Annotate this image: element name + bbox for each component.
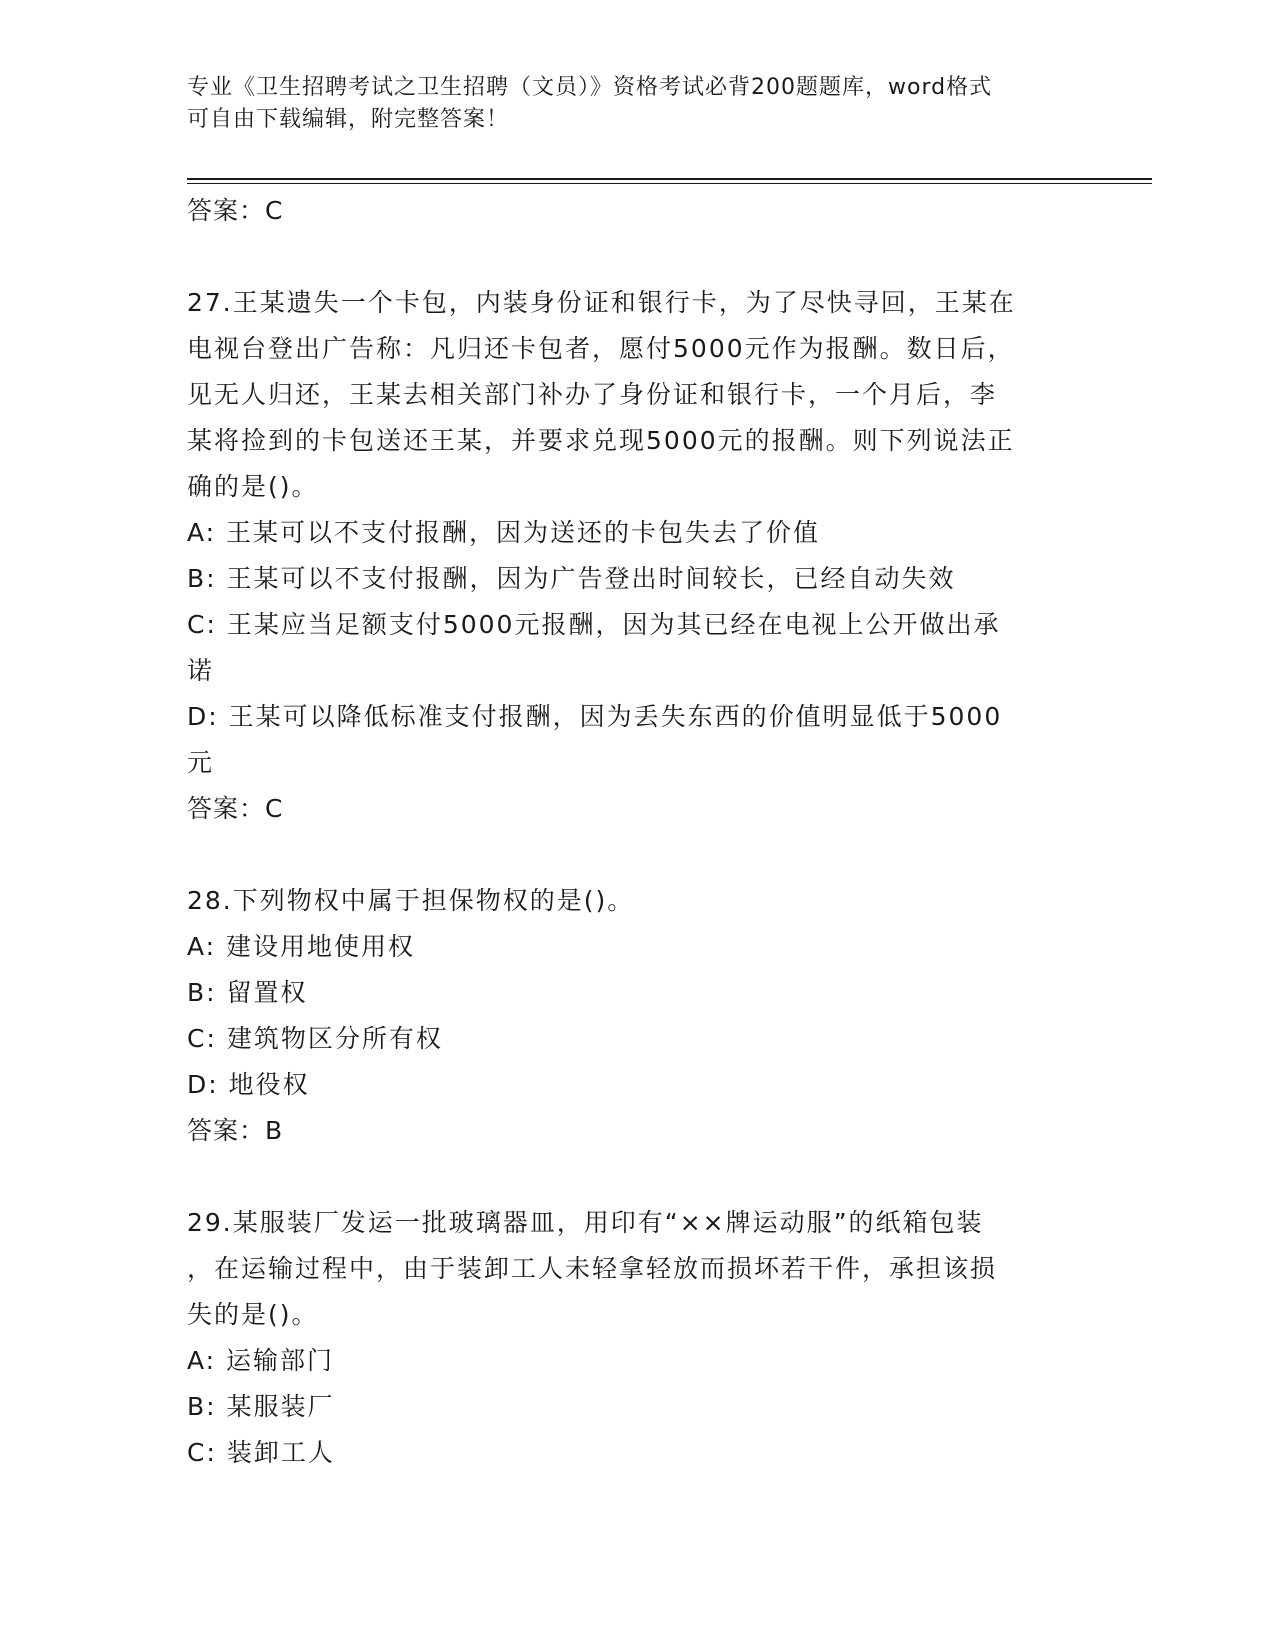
question-text-line: 某将捡到的卡包送还王某，并要求兑现5000元的报酬。则下列说法正 [187, 426, 1015, 455]
option-b: B: 某服装厂 [187, 1392, 335, 1421]
option-c-continued: 诺 [187, 656, 215, 685]
question-27 [187, 280, 1067, 832]
question-text-line: 29.某服装厂发运一批玻璃器皿，用印有“××牌运动服”的纸箱包装 [187, 1208, 984, 1237]
option-d: D: 王某可以降低标准支付报酬，因为丢失东西的价值明显低于5000 [187, 702, 1003, 731]
question-29 [187, 1200, 1067, 1476]
option-c: C: 王某应当足额支付5000元报酬，因为其已经在电视上公开做出承 [187, 610, 1001, 639]
option-c: C: 装卸工人 [187, 1438, 335, 1467]
option-d-continued: 元 [187, 748, 215, 777]
option-a: A: 建设用地使用权 [187, 932, 416, 961]
option-a: A: 运输部门 [187, 1346, 335, 1375]
header-line-2: 可自由下载编辑，附完整答案！ [187, 107, 510, 132]
question-text-line: 电视台登出广告称：凡归还卡包者，愿付5000元作为报酬。数日后， [187, 334, 1015, 363]
document-header [187, 72, 1067, 136]
question-text-line: ，在运输过程中，由于装卸工人未轻拿轻放而损坏若干件，承担该损 [187, 1254, 998, 1283]
question-text-line: 确的是()。 [187, 472, 319, 501]
header-rule-thin [187, 183, 1152, 184]
spacer [187, 832, 1067, 878]
option-c: C: 建筑物区分所有权 [187, 1024, 443, 1053]
document-body [187, 188, 1067, 1476]
question-text-line: 27.王某遗失一个卡包，内装身份证和银行卡，为了尽快寻回，王某在 [187, 288, 1016, 317]
answer-line: 答案：C [187, 794, 284, 823]
answer-line: 答案：C [187, 196, 284, 225]
question-28 [187, 878, 1067, 1154]
question-text-line: 失的是()。 [187, 1300, 319, 1329]
option-b: B: 王某可以不支付报酬，因为广告登出时间较长，已经自动失效 [187, 564, 956, 593]
question-text-line: 28.下列物权中属于担保物权的是()。 [187, 886, 635, 915]
header-line-1: 专业《卫生招聘考试之卫生招聘（文员）》资格考试必背200题题库，word格式 [187, 75, 993, 100]
spacer [187, 234, 1067, 280]
question-text-line: 见无人归还，王某去相关部门补办了身份证和银行卡，一个月后，李 [187, 380, 998, 409]
option-b: B: 留置权 [187, 978, 308, 1007]
spacer [187, 1154, 1067, 1200]
header-rule-thick [187, 178, 1152, 180]
option-a: A: 王某可以不支付报酬，因为送还的卡包失去了价值 [187, 518, 821, 547]
option-d: D: 地役权 [187, 1070, 310, 1099]
answer-line: 答案：B [187, 1116, 284, 1145]
